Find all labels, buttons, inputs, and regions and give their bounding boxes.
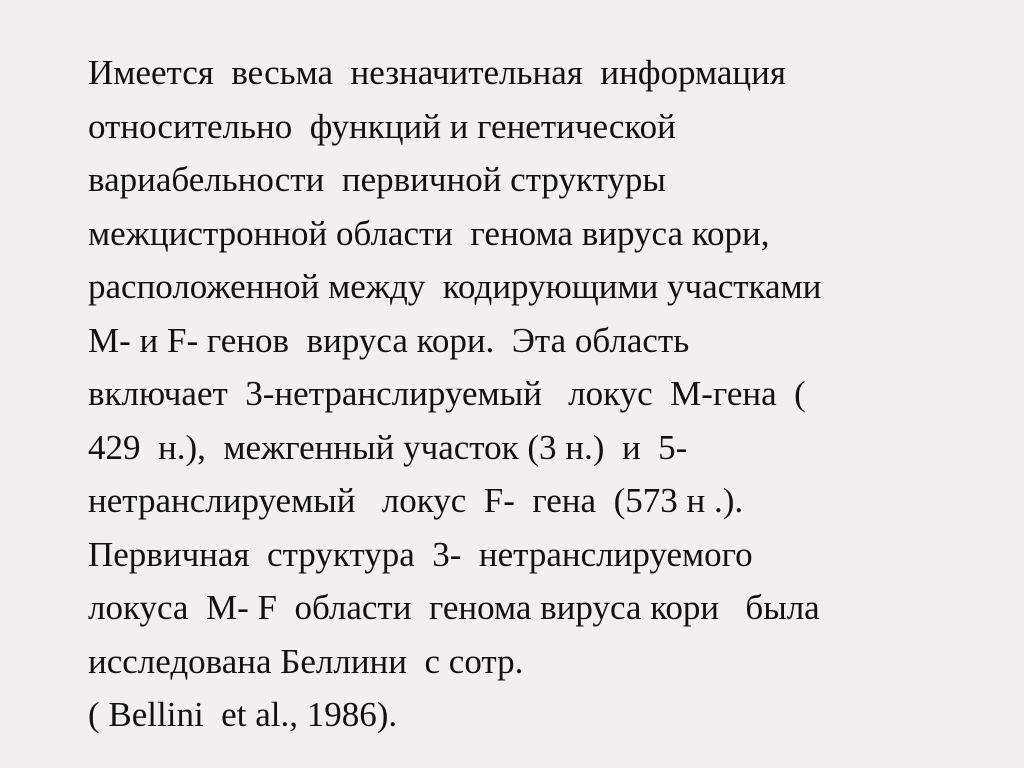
text-line: исследована Беллини с сотр. — [88, 641, 524, 681]
slide-body-text — [88, 46, 1018, 742]
citation-line: ( Bellini et al., 1986). — [88, 695, 398, 734]
text-line: относительно функций и генетической — [88, 106, 676, 146]
text-line: расположенной между кодирующими участками — [88, 267, 822, 306]
text-line: включает 3-нетранслируемый локус М-гена ( — [88, 374, 806, 413]
text-line: Первичная структура 3- нетранслируемого — [88, 534, 753, 574]
text-line: Имеется весьма незначительная информация — [88, 53, 786, 92]
text-line: нетранслируемый локус F- гена (573 н .). — [88, 481, 744, 520]
text-line: 429 н.), межгенный участок (3 н.) и 5- — [88, 427, 688, 467]
text-line: межцистронной области генома вируса кори, — [88, 213, 770, 253]
text-line: вариабельности первичной структуры — [88, 160, 666, 199]
text-line: М- и F- генов вируса кори. Эта область — [88, 320, 690, 360]
text-line: локуса М- F области генома вируса кори была — [88, 588, 820, 627]
